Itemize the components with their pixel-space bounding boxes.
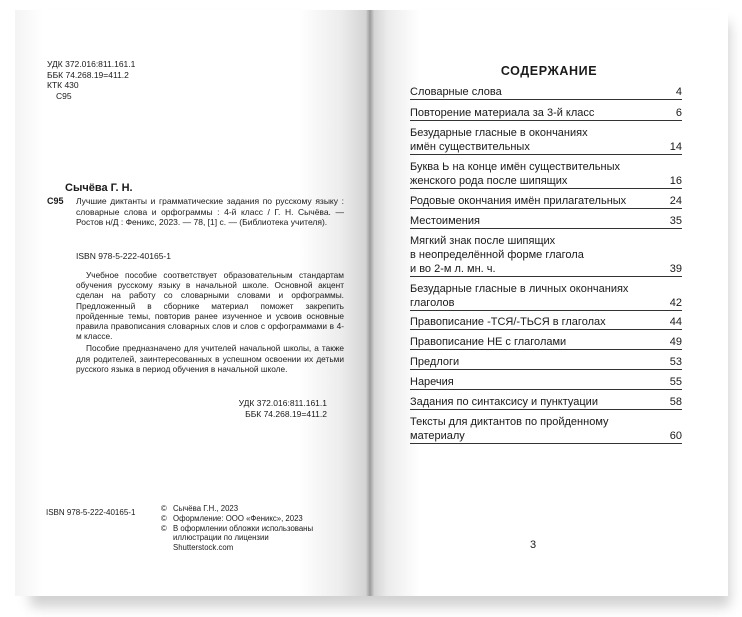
toc-page-number: 39	[669, 263, 682, 275]
toc-page-number: 58	[669, 396, 682, 408]
copyright-block	[161, 504, 321, 553]
toc-page-number: 6	[675, 107, 682, 119]
toc-page-number: 49	[669, 336, 682, 348]
toc-page-number: 44	[669, 316, 682, 328]
copyright-icon: ©	[161, 504, 167, 513]
catalog-codes-bottom	[150, 398, 327, 419]
toc-page-number: 53	[669, 356, 682, 368]
bbk-code: ББК 74.268.19=411.2	[47, 69, 129, 80]
page-number: 3	[530, 539, 537, 551]
toc-page-number: 16	[669, 175, 682, 187]
toc-entry[interactable]: Правописание НЕ с глаголами 49	[410, 336, 682, 348]
bibliographic-description: Лучшие диктанты и грамматические задания по русскому языку : словарные слова и орфограммы : 4-й класс / Г. Н. Сычёва. — Ростов н/Д : Феникс, 2023. — 78, [1] с. — (Библиотека учителя).	[76, 196, 344, 228]
toc-entry[interactable]: Родовые окончания имён прилагательных 24	[410, 195, 682, 207]
toc-entry[interactable]: Задания по синтаксису и пунктуации 58	[410, 396, 682, 408]
copyright-icon: ©	[161, 513, 167, 523]
toc-page-number: 14	[669, 141, 682, 153]
toc-entry[interactable]: Правописание -ТСЯ/-ТЬСЯ в глаголах 44	[410, 316, 682, 328]
ktk-code: КТК 430	[47, 80, 79, 90]
toc-page-number: 60	[669, 430, 682, 442]
bbk-code-bottom: ББК 74.268.19=411.2	[245, 408, 327, 419]
toc-entry[interactable]: Тексты для диктантов по пройденному материалу 60	[410, 416, 682, 442]
toc-page-number: 35	[669, 215, 682, 227]
toc-entry[interactable]: Местоимения 35	[410, 215, 682, 227]
author-mark: С95	[47, 196, 64, 206]
annotation-paragraph: Учебное пособие соответствует образовательным стандартам обучения русскому языку в начальной школе. Основной акцент сделан на работу со словарными словами и орфограммы. Предложенный в сборнике материал поможет закрепить пройденные темы, повторив ранее изученное и усвоив основные правила правописания словарных слов и слов с орфограммами в 4-м классе.	[76, 270, 344, 342]
isbn: ISBN 978-5-222-40165-1	[76, 251, 171, 261]
toc-title: СОДЕРЖАНИЕ	[500, 64, 598, 78]
toc-page-number: 55	[669, 376, 682, 388]
toc-entry[interactable]: Предлоги 53	[410, 356, 682, 368]
toc-entry[interactable]: Повторение материала за 3-й класс 6	[410, 107, 682, 119]
toc-page-number: 24	[669, 195, 682, 207]
author-mark-code: С95	[56, 90, 72, 101]
toc-entry[interactable]: Буква Ь на конце имён существительных женского рода после шипящих 16	[410, 161, 682, 187]
annotation-paragraph: Пособие предназначено для учителей начальной школы, а также для родителей, заинтересованных в успешном освоении их детьми русского языка в период обучения в начальной школе.	[76, 343, 344, 374]
toc-entry[interactable]: Мягкий знак после шипящих в неопределённой форме глагола и во 2-м л. мн. ч. 39	[410, 235, 682, 275]
isbn-bottom: ISBN 978-5-222-40165-1	[46, 508, 136, 517]
copyright-line: © Оформление: ООО «Феникс», 2023	[161, 513, 303, 523]
toc-entry[interactable]: Безударные гласные в личных окончаниях глаголов 42	[410, 283, 682, 309]
book-spine	[366, 10, 374, 596]
author-heading: Сычёва Г. Н.	[65, 182, 133, 194]
toc-page-number: 42	[669, 297, 682, 309]
copyright-line: © В оформлении обложки использованы иллюстрации по лицензии Shutterstock.com	[161, 523, 314, 553]
copyright-line: © Сычёва Г.Н., 2023	[161, 504, 239, 513]
udc-code: УДК 372.016:811.161.1	[47, 59, 136, 69]
toc-entry[interactable]: Словарные слова 4	[410, 86, 682, 98]
toc-entry[interactable]: Безударные гласные в окончаниях имён существительных 14	[410, 127, 682, 153]
copyright-icon: ©	[161, 523, 167, 533]
udc-code-bottom: УДК 372.016:811.161.1	[238, 398, 327, 408]
annotation	[76, 270, 344, 374]
toc-entry[interactable]: Наречия 55	[410, 376, 682, 388]
toc-page-number: 4	[675, 86, 682, 98]
catalog-codes	[47, 59, 135, 101]
